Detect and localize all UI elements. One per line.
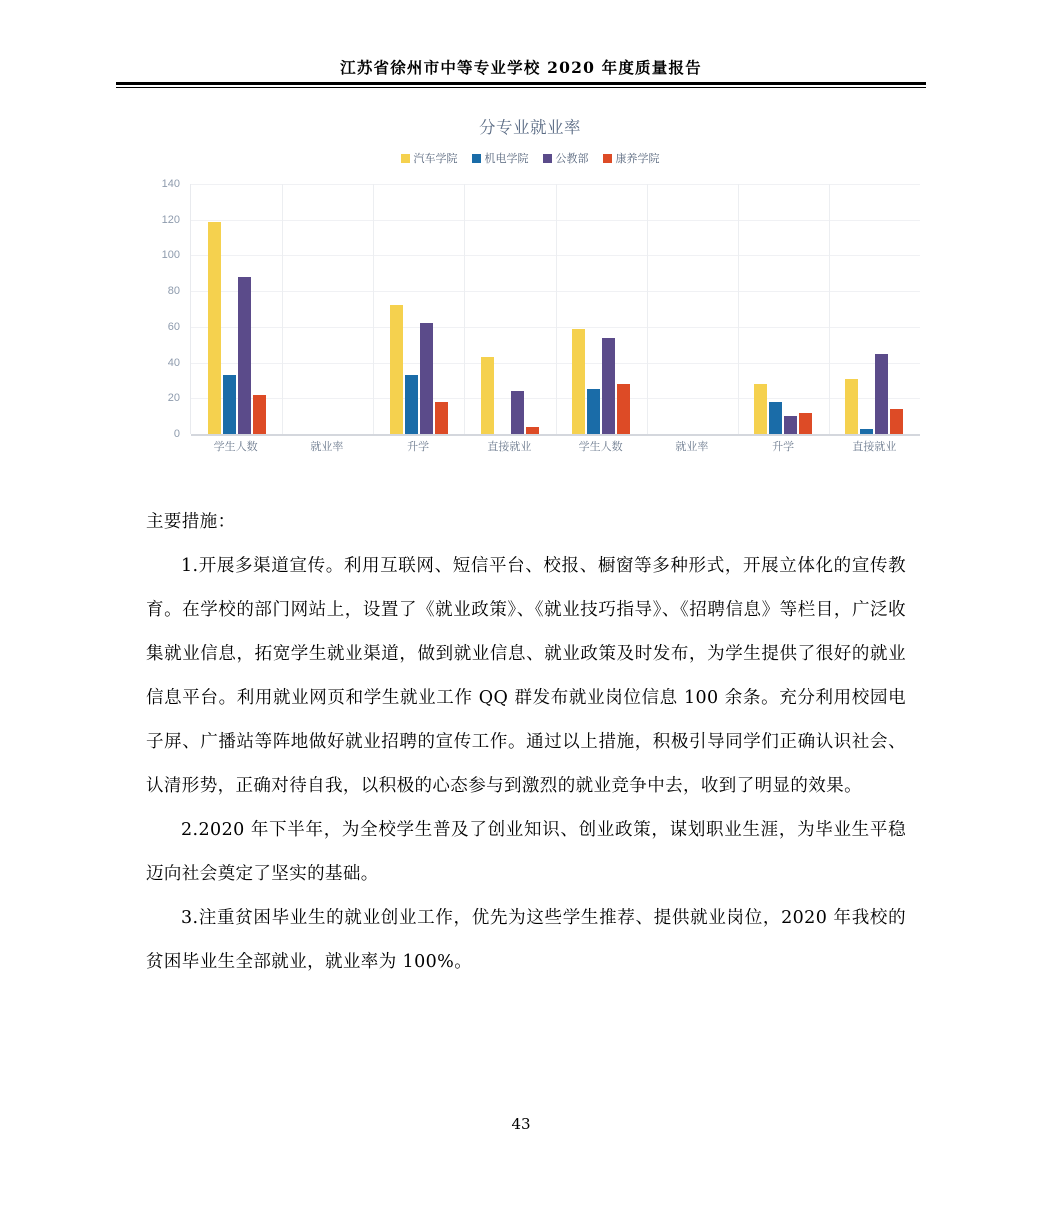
y-tick-label: 80 bbox=[167, 285, 180, 298]
bar[interactable] bbox=[420, 323, 433, 434]
x-axis bbox=[190, 438, 920, 454]
bar[interactable] bbox=[481, 357, 494, 434]
legend-label-1: 机电学院 bbox=[484, 153, 529, 165]
y-tick-label: 0 bbox=[173, 428, 180, 440]
bar[interactable] bbox=[238, 277, 251, 434]
plot-area bbox=[190, 184, 920, 434]
bar[interactable] bbox=[405, 375, 418, 434]
bar[interactable] bbox=[390, 305, 403, 434]
bar[interactable] bbox=[845, 379, 858, 434]
paragraph-2: 2.2020 年下半年，为全校学生普及了创业知识、创业政策，谋划职业生涯，为毕业生平稳迈向社会奠定了坚实的基础。 bbox=[146, 820, 906, 884]
page-number: 43 bbox=[511, 1115, 531, 1133]
y-tick-label: 20 bbox=[167, 392, 180, 405]
measures-heading: 主要措施： bbox=[146, 512, 236, 532]
bar[interactable] bbox=[602, 338, 615, 434]
bar-group bbox=[464, 184, 555, 434]
header-title: 江苏省徐州市中等专业学校 2020 年度质量报告 bbox=[340, 58, 702, 77]
x-tick-label: 就业率 bbox=[310, 441, 344, 453]
page-header bbox=[116, 56, 926, 78]
bar-group bbox=[282, 184, 373, 434]
body-text bbox=[146, 500, 906, 984]
legend-label-3: 康养学院 bbox=[615, 153, 660, 165]
bar[interactable] bbox=[572, 329, 585, 434]
chart-title: 分专业就业率 bbox=[479, 119, 581, 137]
bar[interactable] bbox=[754, 384, 767, 434]
bar[interactable] bbox=[208, 222, 221, 435]
y-axis bbox=[140, 178, 186, 440]
legend-swatch-icon-3 bbox=[603, 154, 612, 163]
bar[interactable] bbox=[890, 409, 903, 434]
y-tick-label: 140 bbox=[161, 178, 180, 190]
paragraph-1: 1.开展多渠道宣传。利用互联网、短信平台、校报、橱窗等多种形式，开展立体化的宣传教育。在学校的部门网站上，设置了《就业政策》、《就业技巧指导》、《招聘信息》等栏目，广泛收集就业信息，拓宽学生就业渠道，做到就业信息、就业政策及时发布，为学生提供了很好的就业信息平台。利用就业网页和学生就业工作 QQ 群发布就业岗位信息 100 余条。充分利用校园电子屏、广播站等阵地做好就业招聘的宣传工作。通过以上措施，积极引导同学们正确认识社会、认清形势，正确对待自我，以积极的心态参与到激烈的就业竞争中去，收到了明显的效果。 bbox=[146, 556, 906, 796]
bar[interactable] bbox=[435, 402, 448, 434]
employment-rate-chart bbox=[140, 108, 920, 488]
legend-swatch-icon-1 bbox=[472, 154, 481, 163]
legend-item-1[interactable] bbox=[472, 150, 529, 166]
legend-swatch-icon-0 bbox=[401, 154, 410, 163]
gridline bbox=[191, 434, 920, 436]
bar-group bbox=[738, 184, 829, 434]
header-divider-thick bbox=[116, 82, 926, 85]
x-tick-label: 升学 bbox=[407, 441, 430, 453]
paragraph-3: 3.注重贫困毕业生的就业创业工作，优先为这些学生推荐、提供就业岗位，2020 年我校的贫困毕业生全部就业，就业率为 100%。 bbox=[146, 908, 906, 972]
y-tick-label: 40 bbox=[167, 356, 180, 369]
bar[interactable] bbox=[587, 389, 600, 434]
legend-item-2[interactable] bbox=[543, 150, 589, 166]
bar[interactable] bbox=[860, 429, 873, 434]
x-tick-label: 学生人数 bbox=[213, 441, 258, 453]
bar-group bbox=[373, 184, 464, 434]
bar[interactable] bbox=[769, 402, 782, 434]
chart-plot-wrapper bbox=[140, 178, 920, 474]
chart-legend bbox=[140, 150, 920, 166]
x-tick-label: 升学 bbox=[772, 441, 795, 453]
bar[interactable] bbox=[875, 354, 888, 434]
legend-item-0[interactable] bbox=[401, 150, 458, 166]
bar-groups bbox=[191, 184, 920, 434]
y-tick-label: 100 bbox=[161, 249, 180, 262]
x-tick-label: 学生人数 bbox=[578, 441, 623, 453]
bar[interactable] bbox=[253, 395, 266, 434]
bar-group bbox=[556, 184, 647, 434]
bar-group bbox=[191, 184, 282, 434]
bar[interactable] bbox=[223, 375, 236, 434]
x-tick-label: 直接就业 bbox=[487, 441, 532, 453]
legend-item-3[interactable] bbox=[603, 150, 660, 166]
bar[interactable] bbox=[799, 413, 812, 434]
header-divider-thin bbox=[116, 87, 926, 88]
bar[interactable] bbox=[784, 416, 797, 434]
legend-swatch-icon-2 bbox=[543, 154, 552, 163]
bar[interactable] bbox=[511, 391, 524, 434]
y-tick-label: 120 bbox=[161, 213, 180, 226]
bar-group bbox=[829, 184, 920, 434]
bar[interactable] bbox=[526, 427, 539, 434]
x-tick-label: 就业率 bbox=[675, 441, 709, 453]
bar-group bbox=[647, 184, 738, 434]
bar[interactable] bbox=[617, 384, 630, 434]
x-tick-label: 直接就业 bbox=[852, 441, 897, 453]
legend-label-0: 汽车学院 bbox=[413, 153, 458, 165]
y-tick-label: 60 bbox=[167, 320, 180, 333]
legend-label-2: 公教部 bbox=[555, 153, 589, 165]
